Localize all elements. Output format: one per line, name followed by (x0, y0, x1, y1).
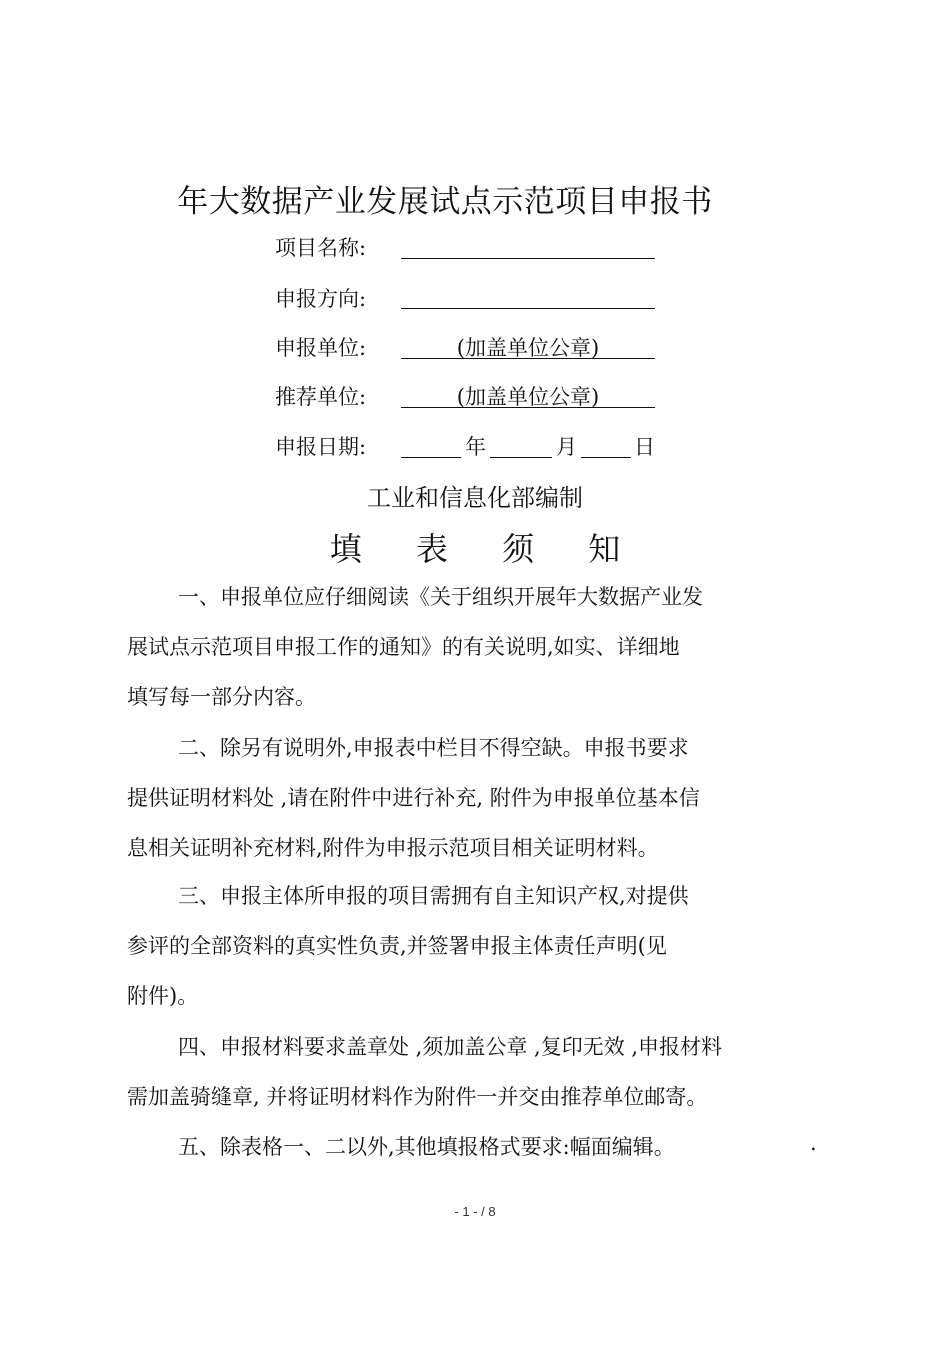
field-underline-project-name (401, 258, 655, 259)
paragraph-2-line-3: 息相关证明补充材料,附件为申报示范项目相关证明材料。 (127, 836, 659, 860)
paragraph-5-line-1: 五、除表格一、二以外,其他填报格式要求:幅面编辑。 (178, 1135, 675, 1159)
notice-heading: 填 表 须 知 (329, 530, 643, 568)
field-label-project-name: 项目名称: (275, 236, 367, 260)
compiler-line: 工业和信息化部编制 (367, 484, 583, 512)
paragraph-4-line-1: 四、申报材料要求盖章处 ,须加盖公章 ,复印无效 ,申报材料 (178, 1035, 723, 1059)
field-label-applicant: 申报单位: (275, 336, 367, 360)
paragraph-2-line-1: 二、除另有说明外,申报表中栏目不得空缺。申报书要求 (178, 736, 689, 760)
field-underline-recommender (401, 407, 655, 408)
field-label-date: 申报日期: (275, 435, 367, 459)
page-number: - 1 - / 8 (454, 1204, 496, 1219)
date-year-underline (401, 457, 461, 458)
paragraph-3-line-1: 三、申报主体所申报的项目需拥有自主知识产权,对提供 (178, 884, 689, 908)
paragraph-4-line-2: 需加盖骑缝章, 并将证明材料作为附件一并交由推荐单位邮寄。 (127, 1085, 708, 1109)
paragraph-5-trailing-dot: . (810, 1131, 817, 1155)
date-day-underline (581, 457, 631, 458)
document-title: 年大数据产业发展试点示范项目申报书 (177, 184, 713, 220)
field-underline-direction (401, 308, 655, 309)
paragraph-3-line-3: 附件)。 (127, 984, 199, 1008)
paragraph-2-line-2: 提供证明材料处 ,请在附件中进行补充, 附件为申报单位基本信 (127, 786, 700, 810)
field-value-recommender: (加盖单位公章) (456, 385, 600, 409)
field-label-direction: 申报方向: (275, 287, 367, 311)
date-day-unit: 日 (634, 435, 655, 459)
paragraph-1-line-2: 展试点示范项目申报工作的通知》的有关说明,如实、详细地 (127, 635, 680, 659)
field-underline-applicant (401, 358, 655, 359)
date-month-underline (490, 457, 552, 458)
paragraph-1-line-1: 一、申报单位应仔细阅读《关于组织开展年大数据产业发 (178, 585, 703, 609)
paragraph-3-line-2: 参评的全部资料的真实性负责,并签署申报主体责任声明(见 (127, 934, 667, 958)
date-month-unit: 月 (556, 435, 577, 459)
field-label-recommender: 推荐单位: (275, 385, 367, 409)
date-year-unit: 年 (465, 435, 486, 459)
paragraph-1-line-3: 填写每一部分内容。 (127, 685, 316, 709)
field-value-applicant: (加盖单位公章) (456, 336, 600, 360)
